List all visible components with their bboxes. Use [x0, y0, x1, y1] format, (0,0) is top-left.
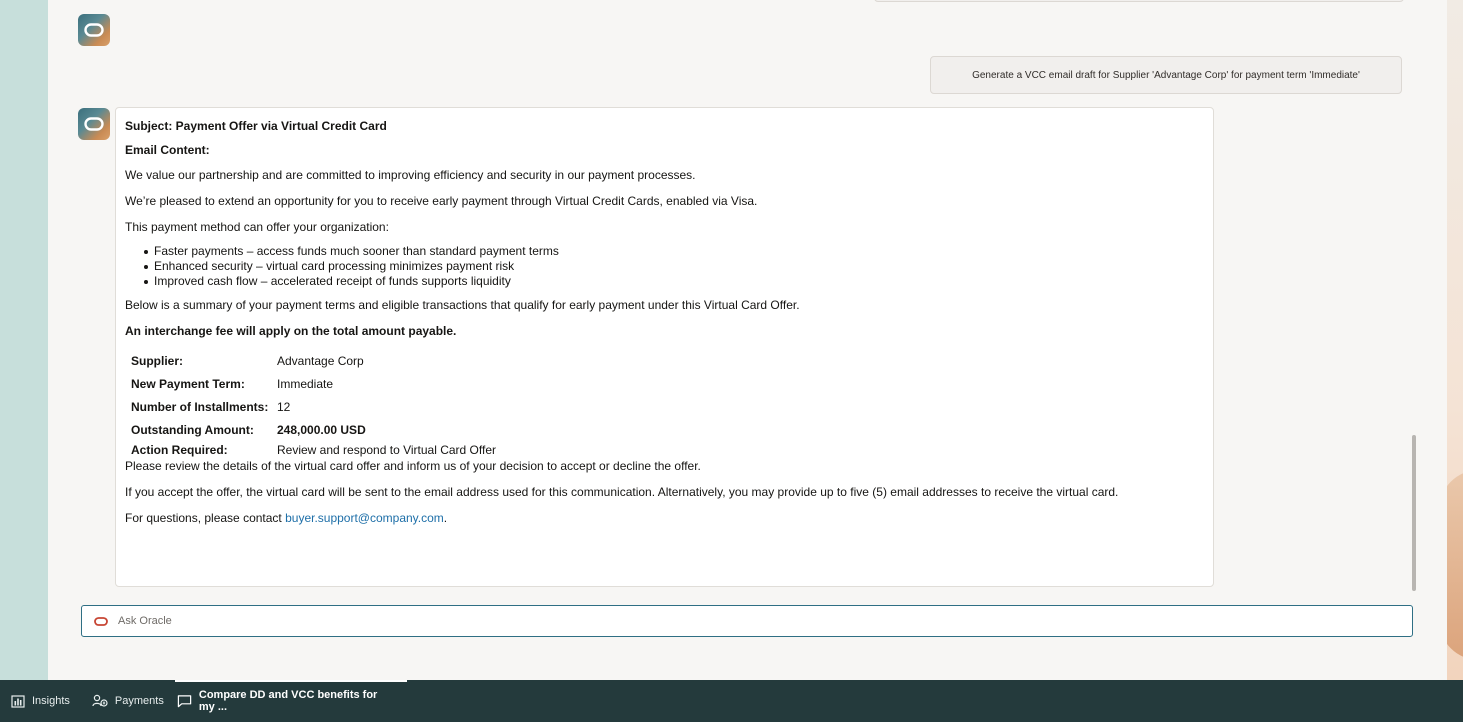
- detail-label: Supplier:: [131, 353, 184, 368]
- detail-value: Advantage Corp: [277, 353, 364, 368]
- list-item: Enhanced security – virtual card processing minimizes payment risk: [144, 259, 1204, 274]
- contact-prefix: For questions, please contact: [125, 511, 286, 525]
- tab-insights[interactable]: [0, 680, 81, 722]
- detail-value: Immediate: [277, 376, 334, 391]
- payments-icon: [92, 694, 108, 709]
- list-item: Improved cash flow – accelerated receipt of funds supports liquidity: [144, 274, 1204, 289]
- tab-label: Compare DD and VCC benefits for my ...: [198, 689, 378, 713]
- detail-label: Action Required:: [131, 442, 228, 457]
- left-rail: [0, 0, 48, 680]
- chat-panel: [48, 0, 1447, 680]
- list-item: Faster payments – access funds much sooner than standard payment terms: [144, 244, 1204, 259]
- user-message: Generate a VCC email draft for Supplier 'Advantage Corp' for payment term 'Immediate': [930, 56, 1402, 94]
- table-row: [131, 372, 496, 395]
- previous-message-bubble: [874, 0, 1404, 2]
- benefits-list: [144, 244, 1204, 289]
- email-subject: Subject: Payment Offer via Virtual Credit Card: [125, 119, 387, 133]
- assistant-avatar: [78, 14, 110, 46]
- fee-notice: An interchange fee will apply on the total amount payable.: [125, 324, 457, 338]
- detail-label: New Payment Term:: [131, 376, 245, 391]
- contact-email-link[interactable]: buyer.support@company.com: [285, 511, 444, 525]
- assistant-reply: [115, 107, 1214, 587]
- tab-label: Insights: [32, 695, 70, 707]
- table-row: [131, 418, 496, 441]
- detail-value: 12: [277, 399, 291, 414]
- email-paragraph: This payment method can offer your organization:: [125, 220, 389, 234]
- tab-active-conversation[interactable]: [175, 680, 407, 722]
- ask-oracle-bar: [81, 605, 1413, 637]
- email-paragraph: If you accept the offer, the virtual card will be sent to the email address used for this communication. Alternatively, you may provide up to five (5) email addresses to receive the virtual card.: [125, 485, 1119, 499]
- detail-value: Review and respond to Virtual Card Offer: [277, 442, 497, 457]
- scrollbar[interactable]: [1412, 435, 1416, 591]
- assistant-avatar: [78, 108, 110, 140]
- tab-label: Payments: [114, 695, 164, 707]
- ask-oracle-input[interactable]: [118, 615, 1398, 627]
- email-content-label: Email Content:: [125, 143, 210, 157]
- table-row: [131, 395, 496, 418]
- taskbar: [0, 680, 1463, 722]
- table-row: [131, 349, 496, 372]
- email-paragraph: We’re pleased to extend an opportunity for you to receive early payment through Virtual Credit Cards, enabled via Visa.: [125, 194, 758, 208]
- detail-label: Outstanding Amount:: [131, 422, 254, 437]
- oracle-logo-icon: [94, 617, 108, 626]
- oracle-logo-icon: [84, 23, 104, 37]
- chat-bubble-icon: [177, 694, 192, 708]
- email-paragraph: We value our partnership and are committed to improving efficiency and security in our payment processes.: [125, 168, 696, 182]
- contact-suffix: .: [443, 511, 448, 525]
- right-rail: [1447, 0, 1463, 680]
- oracle-logo-icon: [84, 117, 104, 131]
- contact-line: [125, 510, 1204, 526]
- detail-value: 248,000.00 USD: [277, 422, 366, 437]
- tab-payments[interactable]: [81, 680, 175, 722]
- detail-label: Number of Installments:: [131, 399, 269, 414]
- bar-chart-icon: [11, 695, 25, 708]
- offer-details-table: [131, 349, 496, 458]
- table-row: [131, 441, 496, 458]
- email-paragraph: Below is a summary of your payment terms and eligible transactions that qualify for early payment under this Virtual Card Offer.: [125, 298, 800, 312]
- email-paragraph: Please review the details of the virtual card offer and inform us of your decision to accept or decline the offer.: [125, 459, 701, 473]
